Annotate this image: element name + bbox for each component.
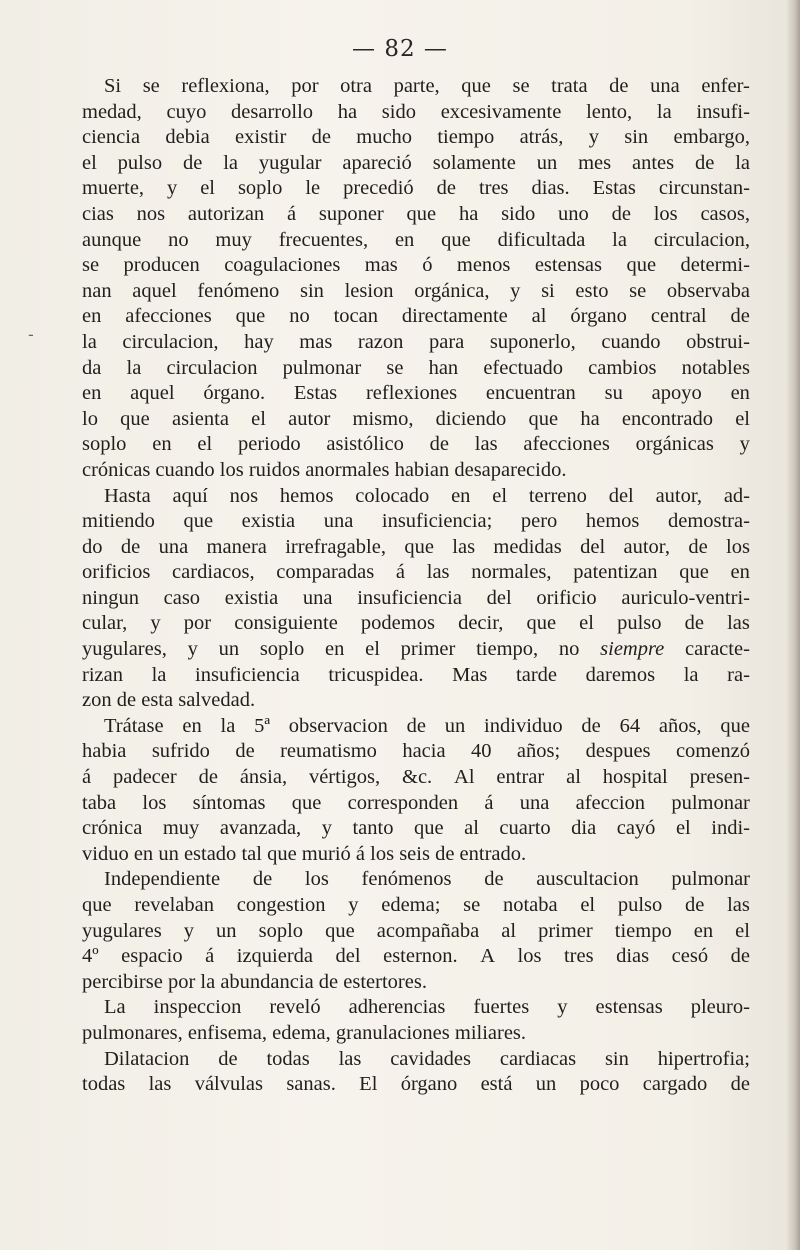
margin-mark: -: [28, 325, 34, 344]
text-line: el pulso de la yugular apareció solamente un mes antes de la: [82, 151, 750, 174]
text-line: Si se reflexiona, por otra parte, que se trata de una enfer-: [104, 75, 750, 97]
text-line: habia sufrido de reumatismo hacia 40 años; despues comenzó: [82, 740, 750, 763]
text-line: percibirse por la abundancia de estertores.: [82, 970, 427, 993]
text-line: soplo en el periodo asistólico de las afecciones orgánicas y: [82, 433, 750, 456]
text-line: La inspeccion reveló adherencias fuertes y estensas pleuro-: [104, 996, 750, 1019]
text-line: mitiendo que existia una insuficiencia; pero hemos demostra-: [82, 510, 750, 533]
text-line: en afecciones que no tocan directamente al órgano central de: [82, 305, 750, 328]
text-line: medad, cuyo desarrollo ha sido excesivamente lento, la insufi-: [82, 100, 750, 123]
text-line: taba los síntomas que corresponden á una afeccion pulmonar: [82, 791, 750, 814]
text-line: ciencia debia existir de mucho tiempo atrás, y sin embargo,: [82, 126, 750, 149]
text-line: da la circulacion pulmonar se han efectuado cambios notables: [82, 356, 750, 379]
text-line: á padecer de ánsia, vértigos, &c. Al entrar al hospital presen-: [82, 766, 750, 789]
text-line: 4º espacio á izquierda del esternon. A los tres dias cesó de: [82, 945, 750, 968]
text-line: en aquel órgano. Estas reflexiones encuentran su apoyo en: [82, 382, 750, 405]
text-line: cias nos autorizan á suponer que ha sido uno de los casos,: [82, 202, 750, 225]
text-line: Dilatacion de todas las cavidades cardiacas sin hipertrofia;: [104, 1047, 750, 1070]
text-line: muerte, y el soplo le precedió de tres dias. Estas circunstan-: [82, 177, 750, 200]
text-line: aunque no muy frecuentes, en que dificultada la circulacion,: [82, 228, 750, 251]
text-line: lo que asienta el autor mismo, diciendo que ha encontrado el: [82, 407, 750, 430]
text-line: nan aquel fenómeno sin lesion orgánica, y si esto se observaba: [82, 279, 750, 302]
text-line: viduo en un estado tal que murió á los seis de entrado.: [82, 842, 527, 865]
text-line: pulmonares, enfisema, edema, granulaciones miliares.: [82, 1021, 527, 1044]
text-line: Trátase en la 5ª observacion de un individuo de 64 años, que: [104, 714, 750, 737]
text-line: yugulares, y un soplo en el primer tiempo, no siempre caracte-: [82, 638, 750, 661]
text-line: se producen coagulaciones mas ó menos estensas que determi-: [82, 254, 750, 277]
text-line: cular, y por consiguiente podemos decir, que el pulso de las: [82, 612, 750, 635]
text-line: zon de esta salvedad.: [82, 689, 256, 712]
text-line: do de una manera irrefragable, que las medidas del autor, de los: [82, 535, 750, 558]
text-line: la circulacion, hay mas razon para suponerlo, cuando obstrui-: [82, 330, 750, 353]
text-line: todas las válvulas sanas. El órgano está un poco cargado de: [82, 1073, 750, 1096]
text-line: Hasta aquí nos hemos colocado en el terreno del autor, ad-: [104, 484, 750, 507]
text-line: crónicas cuando los ruidos anormales habian desaparecido.: [82, 458, 567, 481]
text-line: yugulares y un soplo que acompañaba al primer tiempo en el: [82, 919, 750, 942]
text-line: crónica muy avanzada, y tanto que al cuarto dia cayó el indi-: [82, 817, 750, 840]
text-line: Independiente de los fenómenos de auscultacion pulmonar: [104, 868, 750, 891]
page-edge-shadow: [786, 0, 800, 1250]
text-line: rizan la insuficiencia tricuspidea. Mas tarde daremos la ra-: [82, 663, 750, 686]
text-line: orificios cardiacos, comparadas á las normales, patentizan que en: [82, 561, 750, 584]
page-number: — 82 —: [352, 36, 448, 62]
text-line: que revelaban congestion y edema; se notaba el pulso de las: [82, 894, 750, 916]
text-line: ningun caso existia una insuficiencia del orificio auriculo-ventri-: [82, 586, 750, 609]
body-text: [82, 74, 750, 1098]
